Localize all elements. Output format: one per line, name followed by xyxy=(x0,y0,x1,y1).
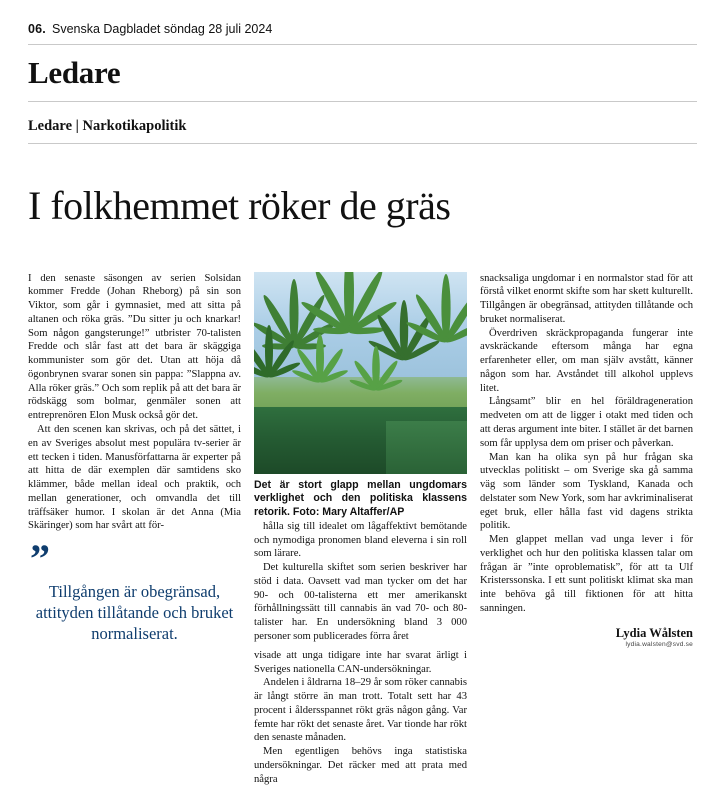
column-2 xyxy=(254,272,467,786)
divider-under-kicker xyxy=(28,143,697,144)
photo-image xyxy=(254,272,467,474)
paragraph: Det kulturella skiftet som serien beskriver har stöd i data. Oavsett vad man tycker om det har 90- och 00-talisterna ett mer amerikanskt förhållningssätt till cannabis än vad 70- och 80-talister har. En undersökning bland 3 000 personer som publicerades förra året xyxy=(254,562,467,643)
masthead xyxy=(0,0,725,36)
paragraph: Att den scenen kan skrivas, och på det sättet, i en av Sveriges absolut mest populära tv-serier är ett tecken i tiden. Manusförfattarna är experter på att hitta de där exemplen där samtidens sko klämmer, både mellan ideal och praktik, och mellan generationer, och omvandla det till träffsäker humor. I skolan är det Anna (Mia Skäringer) som har svårt att för- xyxy=(28,424,241,532)
paragraph: Men egentligen behövs inga statistiska undersökningar. Det räcker med att prata med några xyxy=(254,746,467,785)
paragraph: Långsamt” blir en hel föräldrageneration medveten om att de ligger i otakt med tiden och att deras argument inte biter. I stället är det barnen som får upplysa dem om priser och påverkan. xyxy=(480,396,693,449)
article-kicker xyxy=(0,102,725,135)
kicker-category: Ledare xyxy=(28,118,73,134)
publication-info: Svenska Dagbladet söndag 28 juli 2024 xyxy=(51,22,273,36)
column-3 xyxy=(480,272,693,786)
kicker-separator: | xyxy=(75,118,79,134)
photo-credit: Foto: Mary Altaffer/AP xyxy=(292,506,405,519)
caption-text: Det är stort glapp mellan ungdomars verklighet och den politiska klassens retorik. xyxy=(254,478,467,519)
pull-quote-text: Tillgången är obegränsad, attityden tillåtande och bruket normaliserat. xyxy=(35,582,234,644)
paragraph: Överdriven skräckpropaganda fungerar inte avskräckande eftersom många har egna erfarenheter eller, om man själv avstått, känner någon som har. Avståndet till alkohol upplevs litet. xyxy=(480,327,693,394)
paragraph: visade att unga tidigare inte har svarat ärligt i Sveriges nationella CAN-undersökningar. xyxy=(254,649,467,675)
author-signature xyxy=(480,626,693,648)
column-1 xyxy=(28,272,241,786)
photo-foliage xyxy=(254,272,467,474)
article-headline: I folkhemmet röker de gräs xyxy=(28,182,451,228)
article-photo xyxy=(254,272,467,474)
photo-caption xyxy=(254,479,467,520)
article-columns xyxy=(0,254,725,786)
paragraph: I den senaste säsongen av serien Solsidan kommer Fredde (Johan Rheborg) på sin son Viktor, som går i gymnasiet, med att sitta på altanen och röka gräs. ”Du sitter ju och knarkar! Som någon gangsterunge!” utbrister 70-talisten Fredde och slår fast att det bara är skäggiga kommunister som gör det. Utan att höja då ögonbrynen svarar sonen sin pappa: ”Slappna av. Alla röker gräs.” Och som replik på att det bara är rödskägg som bolmar, genmäler sonen att entreprenören Elon Musk också gör det. xyxy=(28,272,241,422)
paragraph: Men glappet mellan vad unga lever i för verklighet och hur den politiska klassen talar om frågan är ”inte oproblematisk”, för att ta Ulf Kristerssonska. I ett sunt politiskt klimat ska man inte behöva gå till fiktionen för att hitta sanningen. xyxy=(480,534,693,614)
quote-mark-icon: ” xyxy=(30,536,47,582)
paragraph: hålla sig till idealet om lågaffektivt bemötande och nymodiga pronomen bland eleverna i sin roll som lärare. xyxy=(254,520,467,560)
section-title: Ledare xyxy=(28,55,121,90)
paragraph: Andelen i åldrarna 18–29 år som röker cannabis är långt större än man trott. Totalt sett har 43 procent i åldersspannet rökt gräs någon gång. Var femte har rökt det senaste året. Var tionde har rökt den senaste månaden. xyxy=(254,677,467,744)
author-name: Lydia Wålsten xyxy=(615,625,693,640)
kicker-topic: Narkotikapolitik xyxy=(82,118,187,134)
paragraph: snacksaliga ungdomar i en normalstor stad för att förstå vilket enormt skifte som har skett kulturellt. Tillgången är obegränsad, attityden tillåtande och bruket normaliserat. xyxy=(480,272,694,325)
pull-quote xyxy=(28,536,241,644)
author-email: lydia.walsten@svd.se xyxy=(625,640,693,648)
page-folio: 06. xyxy=(28,22,46,36)
paragraph: Man kan ha olika syn på hur frågan ska utvecklas politiskt – om Sverige ska gå samma väg som länder som Tyskland, Kanada och delstater som New York, som har avkriminaliserat eget bruk, eller hålla fast vid dagens strikta politik. xyxy=(480,451,693,532)
